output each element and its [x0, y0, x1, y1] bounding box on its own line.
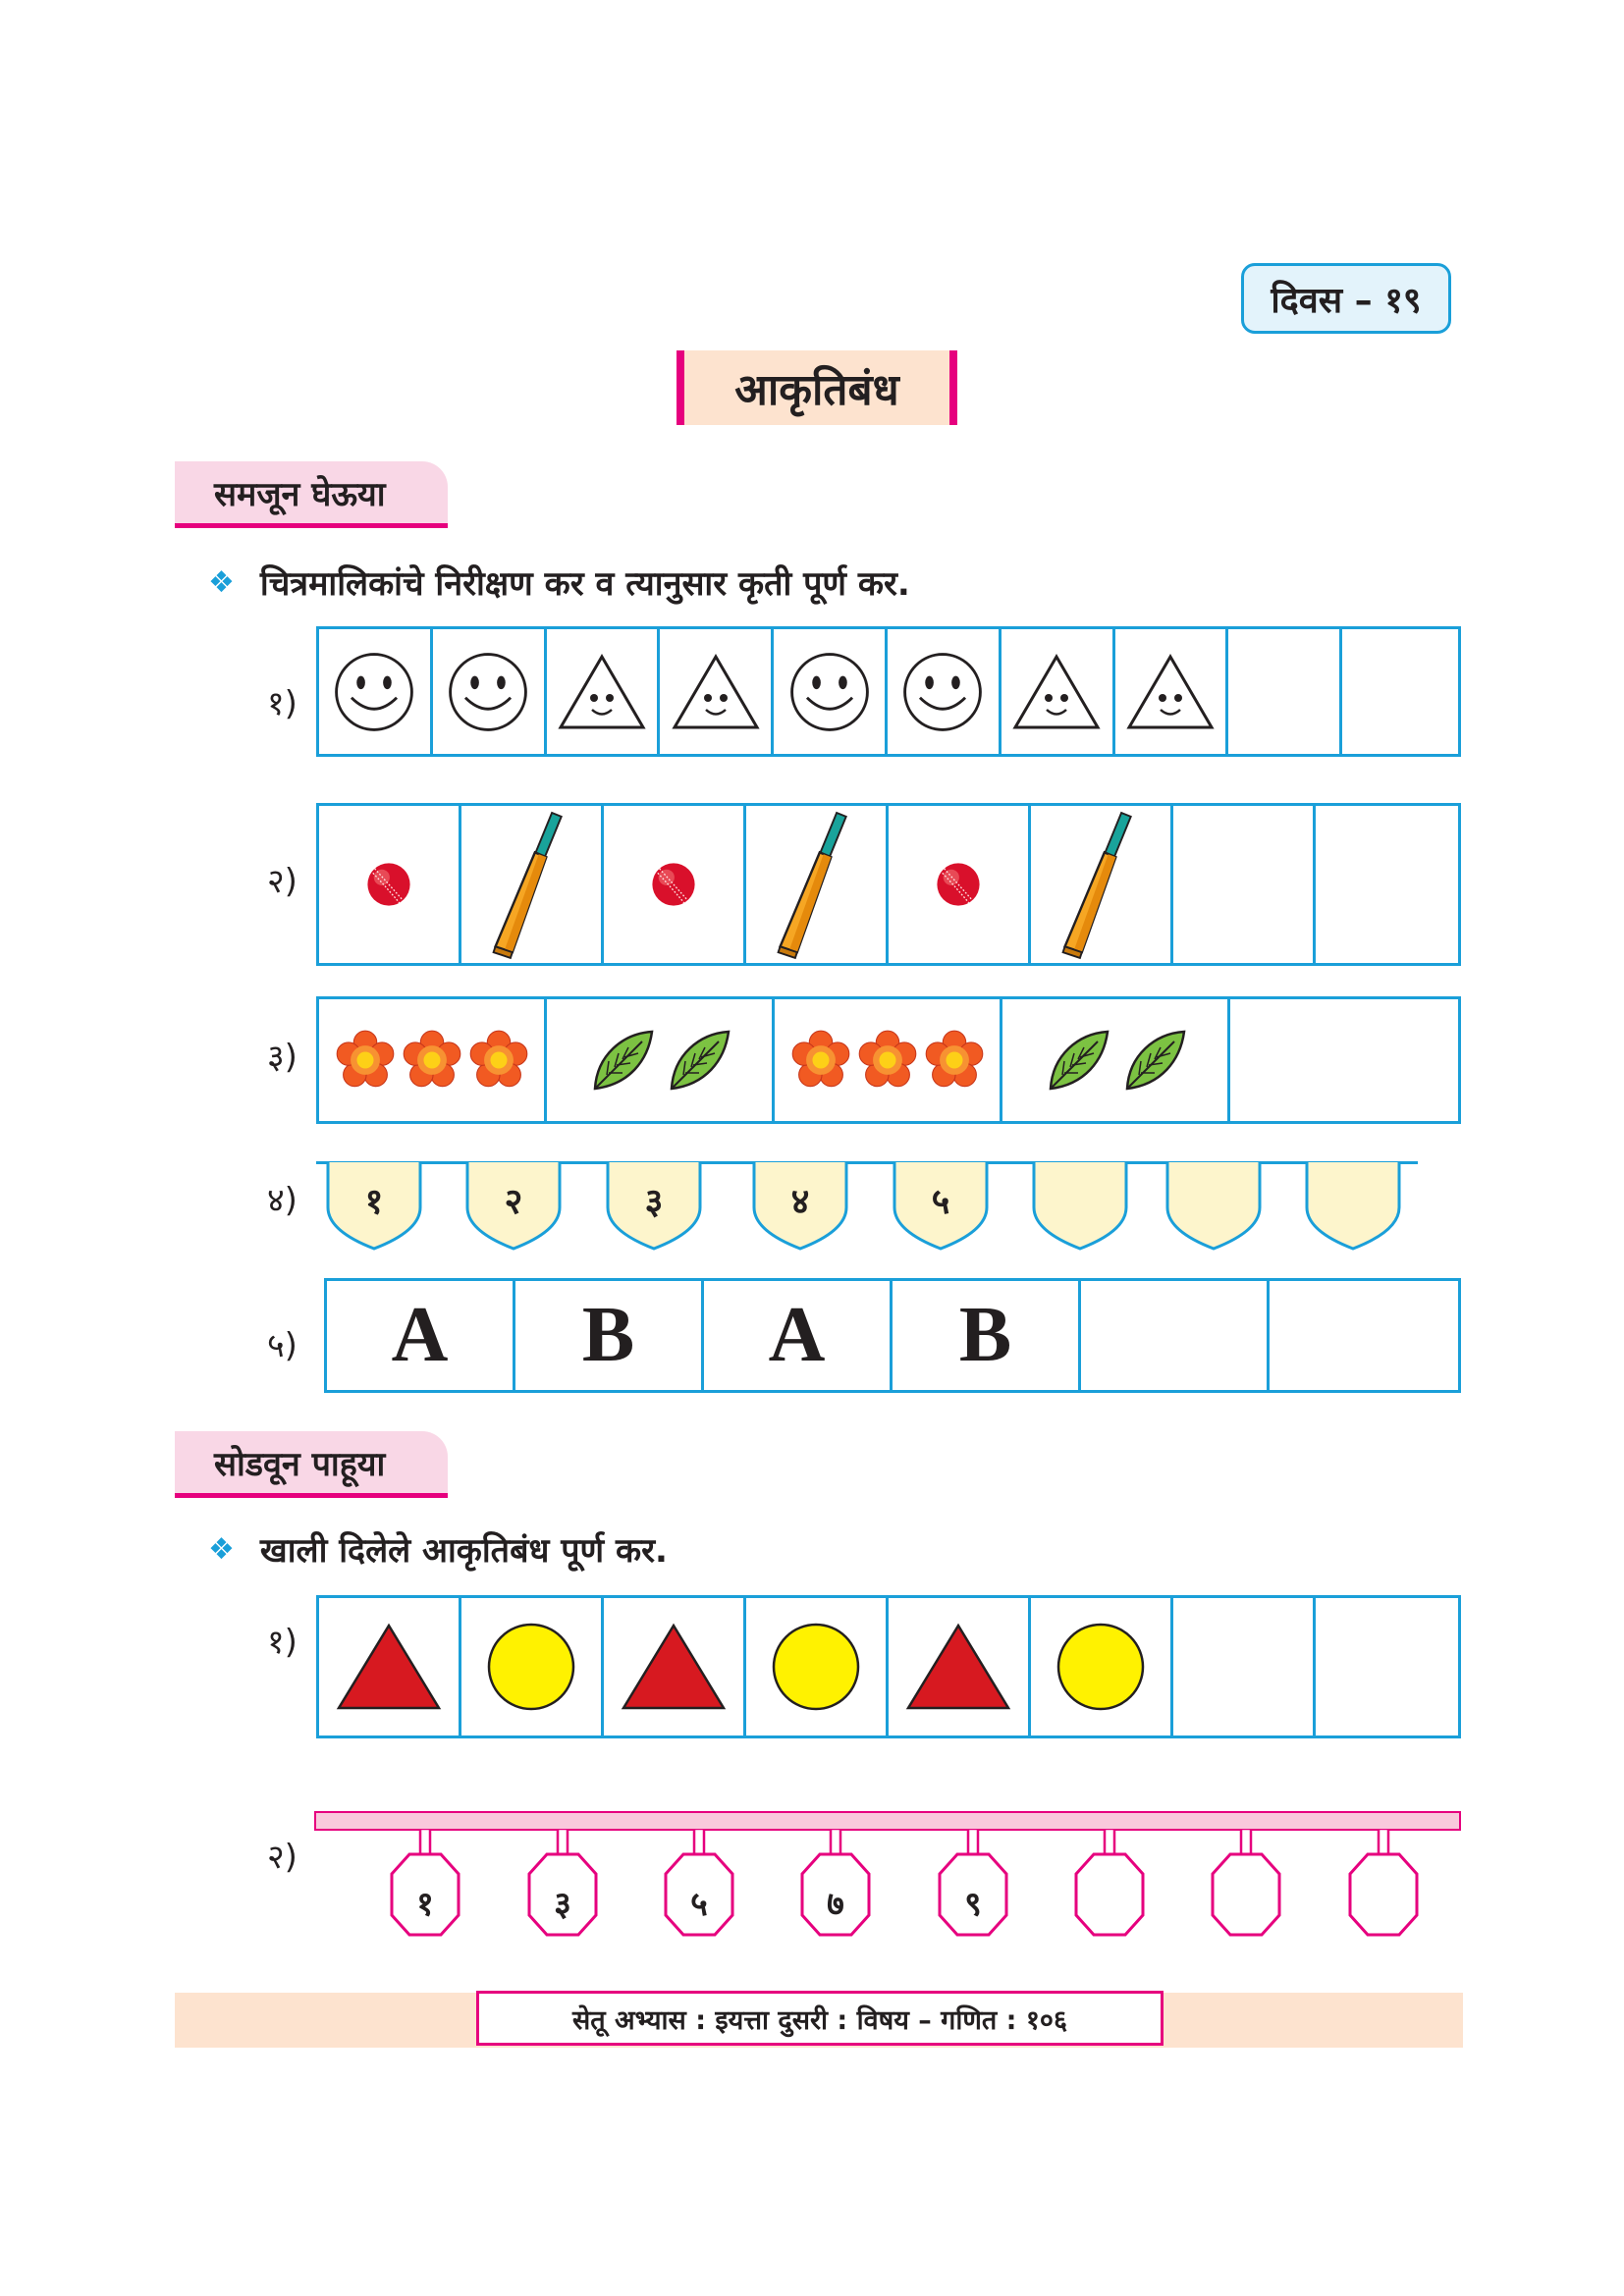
number-hexagon: [390, 1829, 460, 1937]
blank-answer-cell[interactable]: [1230, 999, 1458, 1121]
flower-icon: [923, 1029, 986, 1092]
pattern-cell: [774, 629, 888, 754]
blank-shield[interactable]: [1032, 1162, 1128, 1251]
blank-answer-cell[interactable]: [1316, 1598, 1458, 1735]
number-shield: [465, 1162, 562, 1251]
pattern-cell: [889, 806, 1031, 963]
hexagon-number: १: [416, 1885, 434, 1924]
flower-icon: [789, 1029, 852, 1092]
hexagon-number: ३: [554, 1885, 571, 1924]
cricket-bat-icon: [769, 809, 863, 960]
blank-answer-cell[interactable]: [1270, 1281, 1458, 1390]
leaf-icon: [587, 1026, 656, 1095]
cricket-bat-icon: [484, 809, 578, 960]
row-label: १): [267, 684, 298, 723]
pattern-cell: [319, 1598, 461, 1735]
blank-hexagon[interactable]: [1348, 1829, 1419, 1937]
letter-b: B: [581, 1292, 635, 1378]
letter-a: A: [391, 1292, 449, 1378]
leaf-icon: [664, 1026, 732, 1095]
blank-shield[interactable]: [1165, 1162, 1262, 1251]
pattern-cell: [604, 806, 746, 963]
instruction-text: खाली दिलेले आकृतिबंध पूर्ण कर.: [259, 1531, 668, 1571]
shield-number: २: [504, 1182, 523, 1222]
triangle-face-icon: [553, 643, 651, 741]
yellow-circle-icon: [1054, 1620, 1148, 1714]
row-label: ५): [267, 1326, 298, 1365]
pattern-cell: [327, 1281, 515, 1390]
flower-icon: [334, 1029, 397, 1092]
yellow-circle-icon: [484, 1620, 578, 1714]
instruction-text: चित्रमालिकांचे निरीक्षण कर व त्यानुसार कृती पूर्ण कर.: [259, 564, 910, 604]
pattern-cell: [746, 806, 889, 963]
row-label: २): [267, 862, 298, 901]
number-hexagon: [800, 1829, 871, 1937]
pattern-cell: [775, 999, 1002, 1121]
red-triangle-icon: [620, 1620, 728, 1714]
row-label: १): [267, 1623, 298, 1662]
blank-answer-cell[interactable]: [1316, 806, 1458, 963]
smiley-icon: [783, 645, 877, 739]
pattern-cell: [547, 999, 775, 1121]
pattern-cell: [704, 1281, 893, 1390]
pattern-grid-ball-bat: [316, 803, 1461, 966]
number-shield: [606, 1162, 702, 1251]
shield-number: ३: [644, 1182, 664, 1222]
blank-shield[interactable]: [1305, 1162, 1401, 1251]
pattern-cell: [433, 629, 547, 754]
smiley-icon: [441, 645, 535, 739]
pattern-grid-flower-leaf: [316, 996, 1461, 1124]
cricket-ball-icon: [932, 858, 985, 911]
cricket-bat-icon: [1054, 809, 1148, 960]
pattern-cell: [660, 629, 774, 754]
cricket-ball-icon: [362, 858, 415, 911]
triangle-face-icon: [1121, 643, 1219, 741]
pattern-cell: [461, 1598, 604, 1735]
diamond-bullet-icon: ❖: [208, 564, 235, 600]
flower-icon: [401, 1029, 463, 1092]
shield-number: ५: [931, 1182, 950, 1222]
instruction-2: [208, 1520, 1485, 1578]
pattern-grid-letters: [324, 1278, 1461, 1393]
hexagon-number: ७: [827, 1885, 844, 1924]
pattern-cell: [888, 629, 1001, 754]
pattern-grid-triangle-circle: [316, 1595, 1461, 1738]
footer-label: सेतू अभ्यास : इयत्ता दुसरी : विषय – गणित : १०६: [476, 1991, 1164, 2046]
instruction-1: [208, 553, 1485, 612]
flower-icon: [856, 1029, 919, 1092]
pattern-cell: [319, 806, 461, 963]
number-hexagon: [527, 1829, 598, 1937]
hexagon-number: ९: [964, 1885, 982, 1924]
pattern-cell: [319, 999, 547, 1121]
blank-answer-cell[interactable]: [1342, 629, 1458, 754]
pattern-cell: [746, 1598, 889, 1735]
diamond-bullet-icon: ❖: [208, 1531, 235, 1567]
pattern-cell: [1031, 1598, 1173, 1735]
section-heading-understand: समजून घेऊया: [175, 461, 448, 528]
blank-answer-cell[interactable]: [1081, 1281, 1270, 1390]
number-shield: [893, 1162, 989, 1251]
page-title: आकृतिबंध: [677, 350, 957, 425]
letter-a: A: [768, 1292, 826, 1378]
red-triangle-icon: [335, 1620, 443, 1714]
yellow-circle-icon: [769, 1620, 863, 1714]
blank-answer-cell[interactable]: [1173, 806, 1316, 963]
triangle-face-icon: [1007, 643, 1106, 741]
triangle-face-icon: [667, 643, 765, 741]
pattern-cell: [1031, 806, 1173, 963]
letter-b: B: [958, 1292, 1012, 1378]
hexagon-number: ५: [690, 1885, 708, 1924]
pattern-cell: [1115, 629, 1229, 754]
leaf-icon: [1043, 1026, 1111, 1095]
number-shield: [752, 1162, 848, 1251]
number-hexagon: [664, 1829, 734, 1937]
shield-number: ४: [790, 1182, 810, 1222]
pattern-cell: [515, 1281, 704, 1390]
smiley-icon: [895, 645, 990, 739]
pattern-cell: [1001, 629, 1115, 754]
leaf-icon: [1119, 1026, 1188, 1095]
day-badge: दिवस – १९: [1241, 263, 1451, 334]
pattern-grid-smiley-triangle: [316, 626, 1461, 757]
cricket-ball-icon: [647, 858, 700, 911]
smiley-icon: [327, 645, 421, 739]
pattern-cell: [889, 1598, 1031, 1735]
blank-hexagon[interactable]: [1074, 1829, 1145, 1937]
number-shield: [326, 1162, 422, 1251]
section-heading-try-solving: सोडवून पाहूया: [175, 1431, 448, 1498]
pattern-cell: [893, 1281, 1081, 1390]
pattern-cell: [319, 629, 433, 754]
shield-number: १: [364, 1182, 384, 1222]
blank-answer-cell[interactable]: [1173, 1598, 1316, 1735]
flower-icon: [467, 1029, 530, 1092]
red-triangle-icon: [904, 1620, 1012, 1714]
row-label: ४): [267, 1181, 298, 1220]
hex-rail: [314, 1811, 1461, 1831]
pattern-cell: [1002, 999, 1230, 1121]
number-hexagon: [938, 1829, 1008, 1937]
blank-hexagon[interactable]: [1211, 1829, 1281, 1937]
pattern-cell: [604, 1598, 746, 1735]
pattern-cell: [461, 806, 604, 963]
row-label: ३): [267, 1038, 298, 1077]
row-label: २): [267, 1838, 298, 1877]
blank-answer-cell[interactable]: [1228, 629, 1342, 754]
pattern-cell: [547, 629, 661, 754]
